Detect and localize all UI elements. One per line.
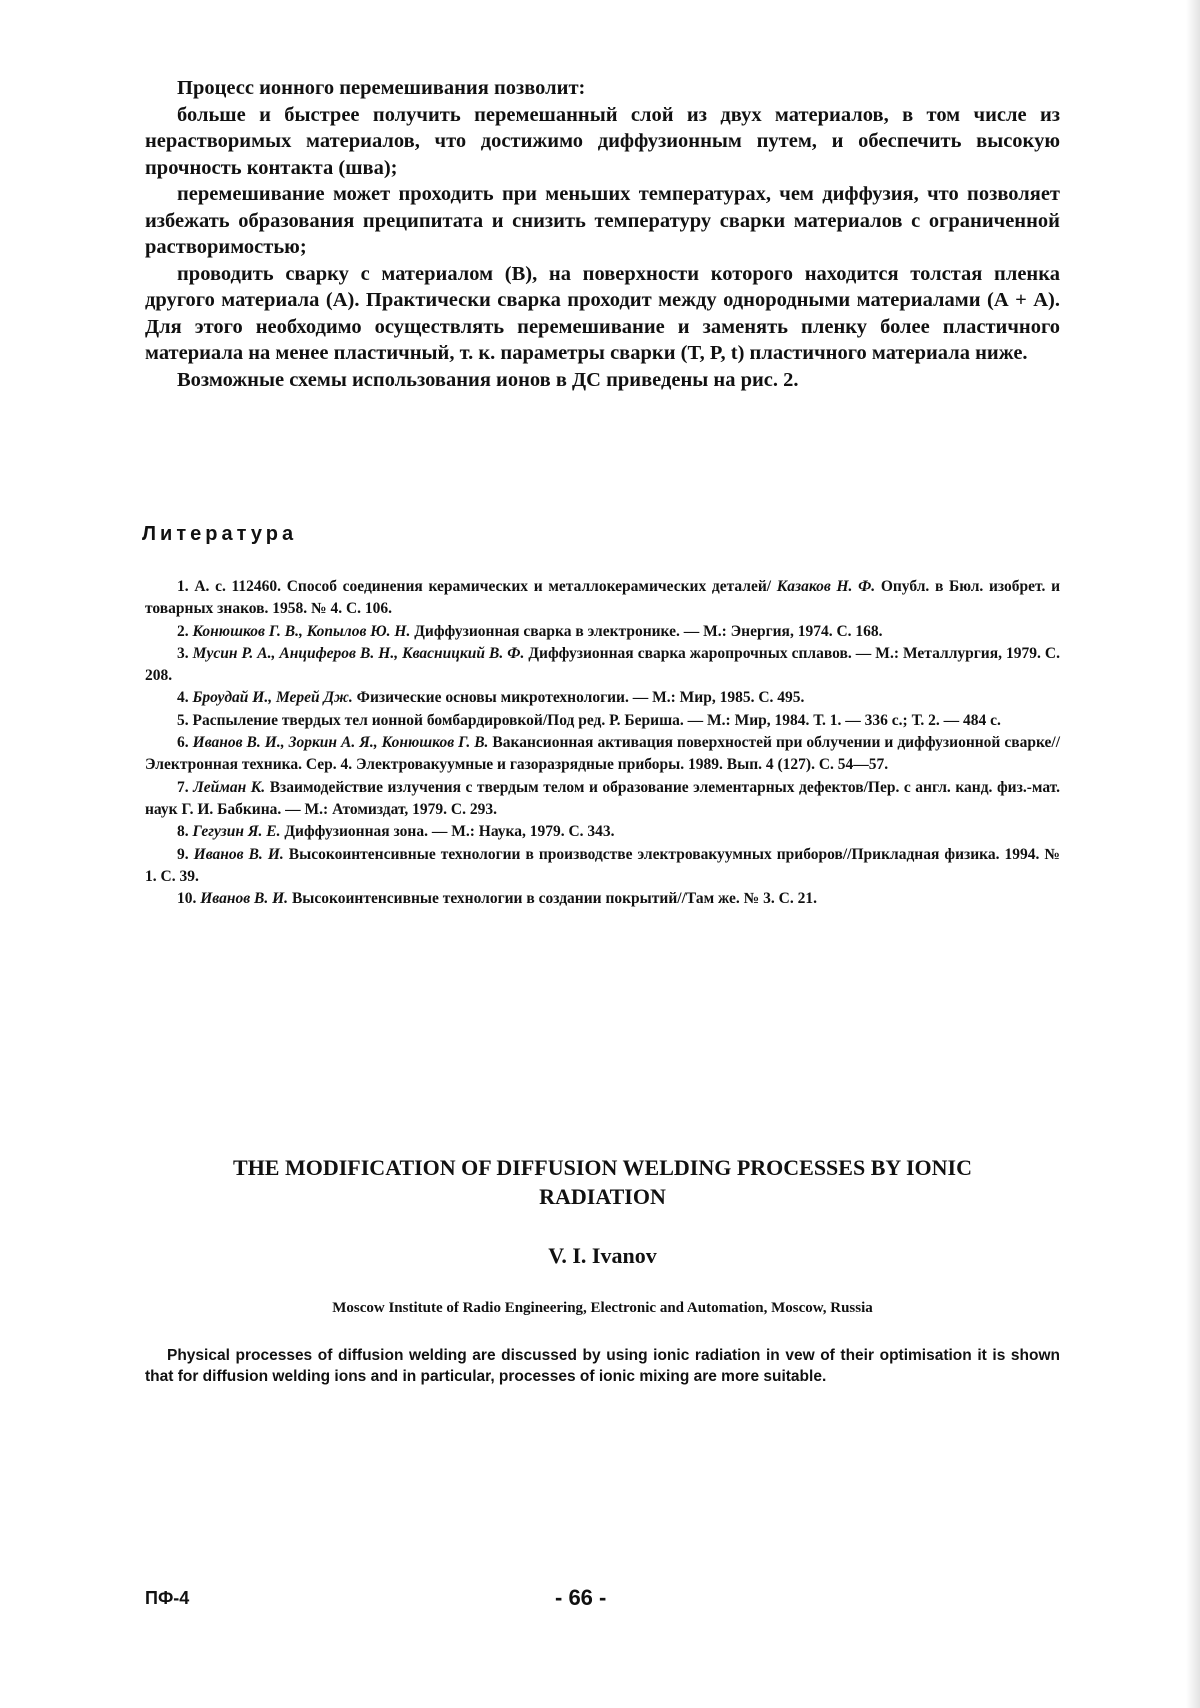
footer-code: ПФ-4 bbox=[145, 1588, 190, 1608]
scan-edge-shadow bbox=[1186, 0, 1200, 1708]
reference-item: 4. Броудай И., Мерей Дж. Физические основы микротехнологии. — М.: Мир, 1985. С. 495. bbox=[177, 689, 805, 707]
english-author: V. I. Ivanov bbox=[548, 1243, 657, 1268]
english-title-line-2: RADIATION bbox=[539, 1184, 666, 1209]
reference-item: 7. Лейман К. Взаимодействие излучения с твердым телом и образование элементарных дефектов/Пер. с англ. канд. физ.-мат. наук Г. И. Бабкина. — М.: Атомиздат, 1979. С. 293. bbox=[145, 778, 1060, 818]
body-paragraph-3: перемешивание может проходить при меньших температурах, чем диффузия, что позволяет избежать образования преципитата и снизить температуру сварки материалов с ограниченной растворимостью; bbox=[145, 183, 1060, 258]
body-paragraph-5: Возможные схемы использования ионов в ДС приведены на рис. 2. bbox=[177, 368, 799, 391]
reference-item: 2. Конюшков Г. В., Копылов Ю. Н. Диффузионная сварка в электронике. — М.: Энергия, 1974. С. 168. bbox=[177, 622, 883, 640]
reference-item: 3. Мусин Р. А., Анциферов В. Н., Квасницкий В. Ф. Диффузионная сварка жаропрочных сплавов. — М.: Металлургия, 1979. С. 208. bbox=[145, 644, 1060, 685]
reference-item: 6. Иванов В. И., Зоркин А. Я., Конюшков Г. В. Вакансионная активация поверхностей при облучении и диффузионной сварке//Электронная техника. Сер. 4. Электровакуумные и газоразрядные приборы. 1989. Вып. 4 (127). С. 54—57. bbox=[145, 734, 1061, 774]
body-paragraph-4: проводить сварку с материалом (В), на поверхности которого находится толстая пленка другого материала (А). Практически сварка проходит между однородными материалами (А + А). Для этого необходимо осуществлять перемешивание и заменять пленку более пластичного материала на менее пластичный, т. к. параметры сварки (T, P, t) пластичного материала ниже. bbox=[145, 262, 1060, 364]
english-abstract: Physical processes of diffusion welding are discussed by using ionic radiation in vew of their optimisation it is shown that for diffusion welding ions and in particular, processes of ionic mixing are more suitable. bbox=[145, 1347, 1060, 1385]
english-title bbox=[145, 1153, 1060, 1211]
body-paragraph-1: Процесс ионного перемешивания позволит: bbox=[177, 77, 586, 99]
english-title-line-1: THE MODIFICATION OF DIFFUSION WELDING PROCESSES BY IONIC bbox=[233, 1155, 972, 1180]
literature-heading: Литература bbox=[142, 523, 298, 545]
reference-item: 8. Гегузин Я. Е. Диффузионная зона. — М.: Наука, 1979. С. 343. bbox=[177, 823, 615, 841]
page-number: - 66 - bbox=[555, 1585, 607, 1610]
reference-list bbox=[145, 576, 1060, 910]
body-text bbox=[145, 75, 1060, 393]
body-paragraph-2: больше и быстрее получить перемешанный слой из двух материалов, в том числе из нерастворимых материалов, что достижимо диффузионным путем, и обеспечить высокую прочность контакта (шва); bbox=[145, 103, 1060, 179]
reference-item: 10. Иванов В. И. Высокоинтенсивные технологии в создании покрытий//Там же. № 3. С. 21. bbox=[177, 890, 817, 908]
reference-item: 5. Распыление твердых тел ионной бомбардировкой/Под ред. Р. Бериша. — М.: Мир, 1984. Т. 1. — 336 с.; Т. 2. — 484 с. bbox=[177, 711, 1001, 729]
reference-item: 1. А. с. 112460. Способ соединения керамических и металлокерамических деталей/ Казаков Н. Ф. Опубл. в Бюл. изобрет. и товарных знаков. 1958. № 4. С. 106. bbox=[145, 578, 1060, 618]
english-affiliation: Moscow Institute of Radio Engineering, Electronic and Automation, Moscow, Russia bbox=[332, 1300, 873, 1316]
reference-item: 9. Иванов В. И. Высокоинтенсивные технологии в производстве электровакуумных приборов//Прикладная физика. 1994. № 1. С. 39. bbox=[145, 845, 1060, 885]
